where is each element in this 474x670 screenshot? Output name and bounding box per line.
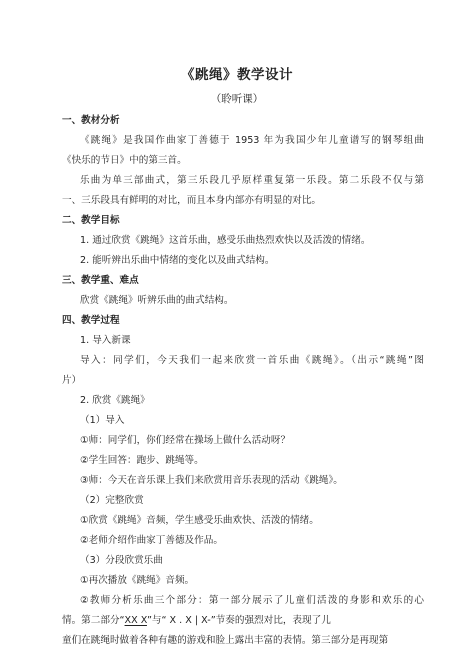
paragraph-line: 欣赏《跳绳》听辨乐曲的曲式结构。 [80, 295, 234, 306]
section-heading-key-points: 三、教学重、难点 [62, 275, 139, 286]
paragraph-line: 片） [62, 375, 82, 386]
step-heading: 1. 导入新课 [80, 335, 131, 346]
list-item: ②学生回答：跑步、跳绳等。 [80, 455, 204, 466]
section-heading-analysis: 一、教材分析 [62, 115, 120, 126]
list-item: ②老师介绍作曲家丁善德及作品。 [80, 535, 223, 546]
section-heading-goals: 二、教学目标 [62, 215, 120, 226]
list-item: ①师：同学们，你们经常在操场上做什么活动呀？ [80, 435, 291, 446]
step-heading: 2. 欣赏《跳绳》 [80, 395, 150, 406]
document-title: 《跳绳》教学设计 [181, 67, 293, 83]
paragraph-line: 乐曲为单三部曲式，第三乐段几乎原样重复第一乐段。第二乐段不仅与第 [80, 175, 424, 186]
paragraph-line: ②教师分析乐曲三个部分：第一部分展示了儿童们活泼的身影和欢乐的心 [80, 595, 424, 606]
rhythm-notation: XX X [124, 615, 147, 626]
paragraph-line: 一、三乐段具有鲜明的对比，而且本身内部亦有明显的对比。 [62, 195, 322, 206]
list-item: ①欣赏《跳绳》音频，学生感受乐曲欢快、活泼的情绪。 [80, 515, 319, 526]
list-item: ①再次播放《跳绳》音频。 [80, 575, 195, 586]
paragraph-line: 导入：同学们，今天我们一起来欣赏一首乐曲《跳绳》。（出示“跳绳”图 [80, 355, 424, 366]
paragraph-line: 《快乐的节日》中的第三首。 [62, 155, 187, 166]
paragraph-line: 《跳绳》是我国作曲家丁善德于 1953 年为我国少年儿童谱写的钢琴组曲 [80, 135, 424, 146]
rhythm-comparison-line [62, 614, 422, 627]
sub-step-heading: （1）导入 [80, 415, 125, 426]
sub-step-heading: （3）分段欣赏乐曲 [80, 555, 163, 566]
text-fragment: ”与“ X . X | X-”节奏的强烈对比，表现了儿 [146, 615, 331, 626]
sub-step-heading: （2）完整欣赏 [80, 495, 144, 506]
text-fragment: 情。第二部分“ [62, 615, 125, 626]
document-subtitle: （聆听课） [210, 93, 264, 105]
list-item: ③师：今天在音乐课上我们来欣赏用音乐表现的活动《跳绳》。 [80, 475, 343, 486]
paragraph-line: 童们在跳绳时做着各种有趣的游戏和脸上露出丰富的表情。第三部分是再现第 [62, 635, 389, 646]
goal-item: 1. 通过欣赏《跳绳》这首乐曲，感受乐曲热烈欢快以及活泼的情绪。 [80, 235, 371, 246]
section-heading-process: 四、教学过程 [62, 315, 120, 326]
goal-item: 2. 能听辨出乐曲中情绪的变化以及曲式结构。 [80, 255, 275, 266]
